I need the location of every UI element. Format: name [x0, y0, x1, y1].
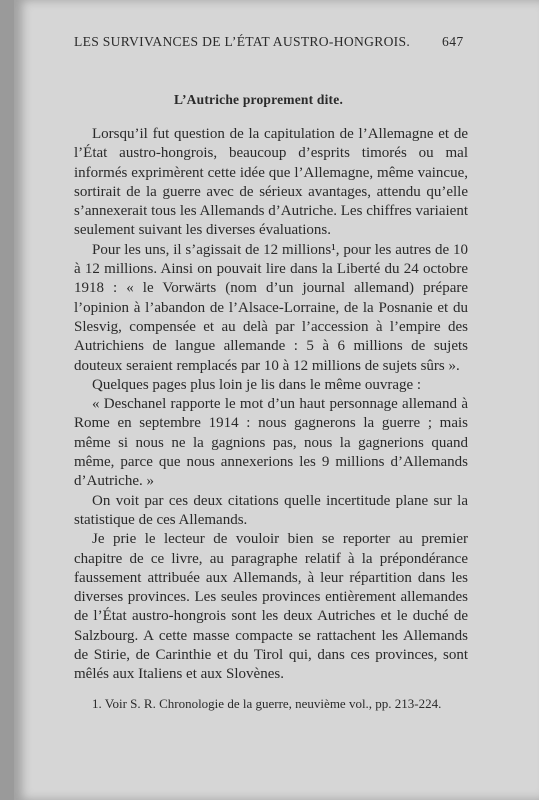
section-title: L’Autriche proprement dite.	[174, 92, 344, 107]
paragraph: On voit par ces deux citations quelle incertitude plane sur la statistique de ces Allemands.	[74, 492, 468, 528]
body-text	[74, 125, 468, 685]
paragraph: Lorsqu’il fut question de la capitulation de l’Allemagne et de l’État austro-hongrois, beaucoup d’esprits timorés ou mal informés exprimèrent cette idée que l’Allemagne, même vaincue, sortirait de la guerre avec de sérieux avantages, attendu qu’elle s’annexerait tous les Allemands d’Autriche. Les chiffres variaient seulement suivant les diverses évaluations.	[74, 126, 468, 239]
page-number: 647	[442, 34, 464, 49]
running-header: LES SURVIVANCES DE L’ÉTAT AUSTRO-HONGROIS.	[74, 34, 411, 49]
quotation-paragraph: « Deschanel rapporte le mot d’un haut personnage allemand à Rome en septembre 1914 : nous gagnerons la guerre ; mais même si nous ne la gagnions pas, nous la gagnerions quand même, parce que nous annexerions les 9 millions d’Allemands d’Autriche. »	[74, 396, 468, 490]
paragraph: Pour les uns, il s’agissait de 12 millions¹, pour les autres de 10 à 12 millions. Ainsi on pouvait lire dans la Liberté du 24 octobre 1918 : « le Vorwärts (nom d’un journal allemand) prépare l’opinion à l’abandon de l’Alsace-Lorraine, de la Posnanie et du Slesvig, compensée et au delà par l’accession à l’empire des Autrichiens de langue allemande : 5 à 6 millions de sujets douteux seraient remplacés par 10 à 12 millions de sujets sûrs ».	[74, 241, 468, 374]
paragraph: Je prie le lecteur de vouloir bien se reporter au premier chapitre de ce livre, au paragraphe relatif à la prépondérance faussement attribuée aux Allemands, à leur répartition dans les diverses provinces. Les seules provinces entièrement allemandes de l’État austro-hongrois sont les deux Autriches et le duché de Salzbourg. A cette masse compacte se rattachent les Allemands de Stirie, de Carinthie et du Tirol qui, dans ces provinces, sont mêlés aux Italiens et aux Slovènes.	[74, 531, 468, 683]
paragraph: Quelques pages plus loin je lis dans le même ouvrage :	[92, 376, 422, 393]
footnote: 1. Voir S. R. Chronologie de la guerre, neuvième vol., pp. 213-224.	[92, 696, 442, 711]
book-page	[14, 0, 539, 800]
binding-gutter	[0, 0, 14, 800]
